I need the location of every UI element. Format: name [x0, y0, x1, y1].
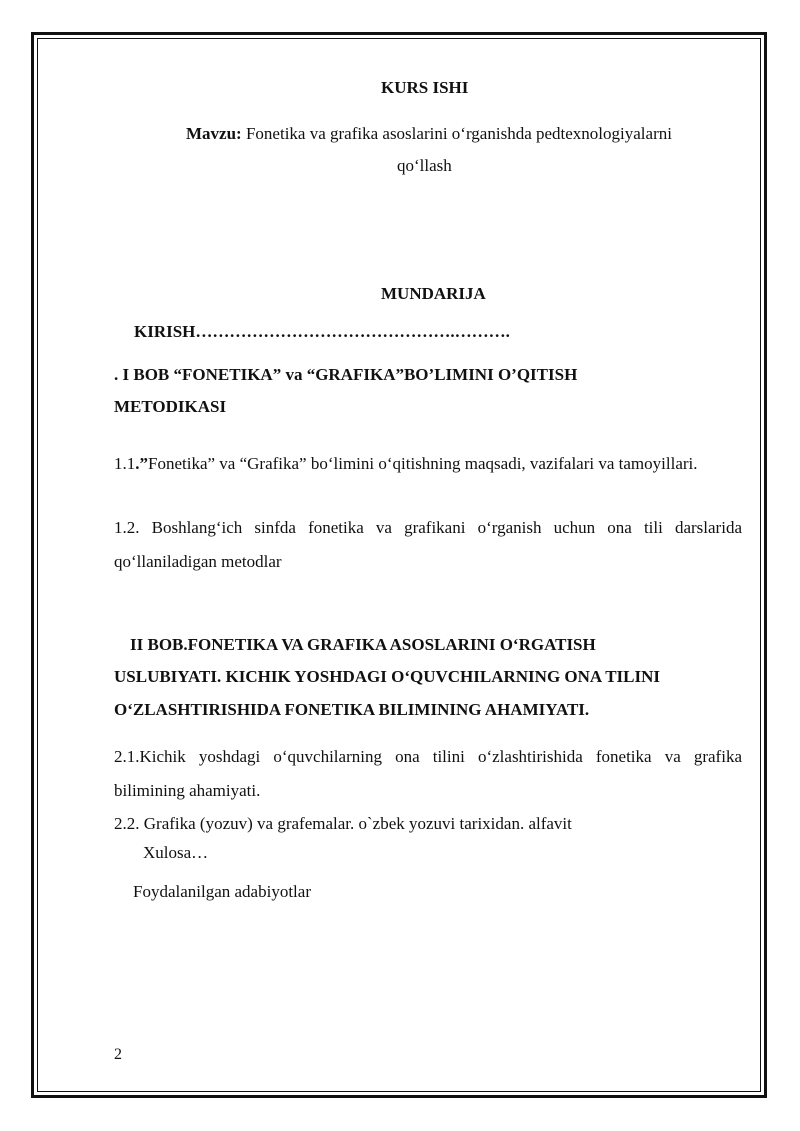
document-title: KURS ISHI [381, 78, 469, 97]
topic-text-line-2: qo‘llash [397, 156, 452, 175]
toc-section-2-1: 2.1.Kichik yoshdagi o‘quvchilarning ona tilini o‘zlashtirishida fonetika va grafika bilimining ahamiyati. [114, 747, 742, 800]
page-number: 2 [114, 1046, 122, 1063]
toc-chapter-2-line-1: II BOB.FONETIKA VA GRAFIKA ASOSLARINI O‘RGATISH [130, 635, 596, 654]
toc-chapter-1-line-1: . I BOB “FONETIKA” va “GRAFIKA”BO’LIMINI O’QITISH [114, 365, 578, 384]
toc-chapter-1-line-2: METODIKASI [114, 397, 227, 416]
toc-chapter-2-line-3: O‘ZLASHTIRISHIDA FONETIKA BILIMINING AHAMIYATI. [114, 700, 590, 719]
topic-line-1 [186, 122, 672, 146]
toc-section-1-1-number: 1.1 [114, 454, 136, 473]
toc-chapter-2-line-2: USLUBIYATI. KICHIK YOSHDAGI O‘QUVCHILARNING ONA TILINI [114, 667, 661, 686]
toc-section-1-1 [114, 447, 742, 481]
topic-label: Mavzu: [186, 124, 242, 143]
toc-intro: KIRISH……………………………………….………. [134, 322, 510, 341]
toc-section-1-2: 1.2. Boshlang‘ich sinfda fonetika va grafikani o‘rganish uchun ona tili darslarida qo‘llaniladigan metodlar [114, 518, 742, 571]
contents-heading: MUNDARIJA [381, 284, 486, 303]
toc-section-1-1-text: Fonetika” va “Grafika” bo‘limini o‘qitishning maqsadi, vazifalari va tamoyillari. [148, 454, 698, 473]
toc-conclusion: Xulosa… [143, 843, 209, 862]
topic-text-line-1: Fonetika va grafika asoslarini o‘rganishda pedtexnologiyalarni [245, 124, 672, 143]
toc-section-1-1-quote: .” [135, 454, 148, 473]
toc-references: Foydalanilgan adabiyotlar [133, 882, 311, 901]
toc-section-2-2: 2.2. Grafika (yozuv) va grafemalar. o`zbek yozuvi tarixidan. alfavit [114, 814, 572, 833]
